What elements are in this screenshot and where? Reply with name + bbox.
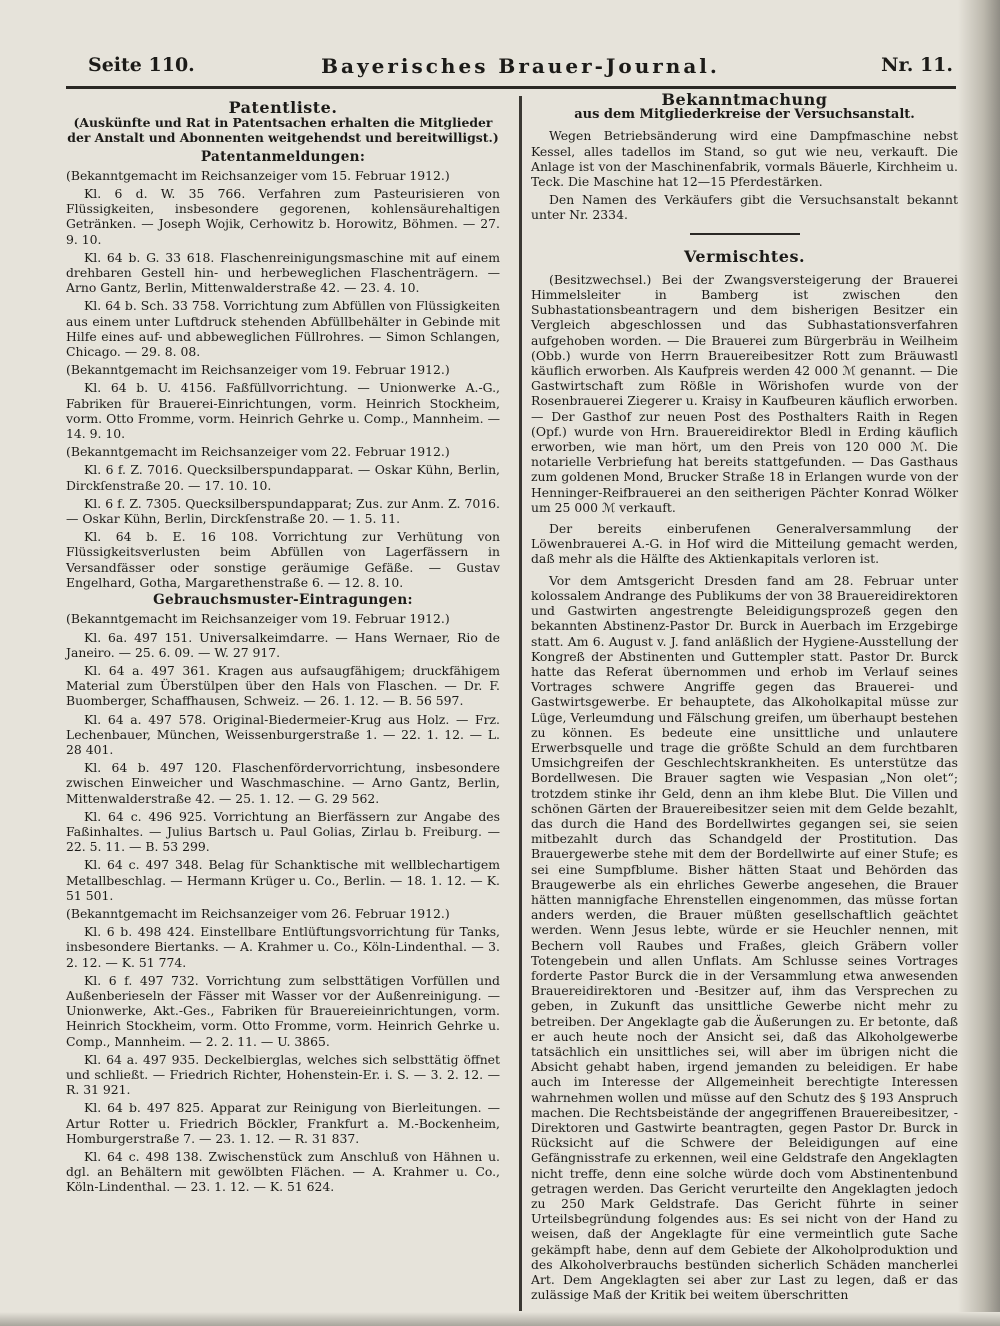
announcement-subheading: aus dem Mitgliederkreise der Versuchsanstalt.	[574, 107, 915, 123]
patent-entry: Kl. 64 b. G. 33 618. Flaschenreinigungsmaschine mit auf einem drehbaren Gestell hin- und herbeweglichen Flaschenträgern. — Arno Gantz, Berlin, Mittenwalderstraße 42. — 23. 4. 10.	[66, 249, 500, 296]
announcement-text: Wegen Betriebsänderung wird eine Dampfmaschine nebst Kessel, alles tadellos im Stand, so gut wie neu, verkauft. Die Anlage ist von der Maschinenfabrik, vormals Bäuerle, Kirchheim u. Teck. Die Maschine hat 12—15 Pferdestärken.	[531, 128, 958, 190]
patent-entry: Kl. 6 f. Z. 7305. Quecksilberspundapparat; Zus. zur Anm. Z. 7016. — Oskar Kühn, Berlin, Dirckſenstraße 20. — 1. 5. 11.	[66, 495, 500, 527]
journal-title: Bayerisches Brauer-Journal.	[321, 54, 720, 78]
utility-model-entry: Kl. 6a. 497 151. Universalkeimdarre. — Hans Wernaer, Rio de Janeiro. — 25. 6. 09. — W. 27 917.	[66, 629, 500, 660]
utility-model-entry: Kl. 6 f. 497 732. Vorrichtung zum selbsttätigen Vorfüllen und Außenberieseln der Fässer mit Wasser vor der Außenreinigung. — Unionwerke, Akt.-Ges., Fabriken für Brauereieinrichtungen, vorm. Heinrich Stockheim, vorm. Otto Fromme, vorm. Heinrich Gehrke u. Comp., Mannheim. — 2. 2. 11. — U. 3865.	[66, 972, 500, 1049]
announcement-text: Den Namen des Verkäufers gibt die Versuchsanstalt bekannt unter Nr. 2334.	[531, 192, 958, 223]
article-paragraph: Vor dem Amtsgericht Dresden fand am 28. Februar unter kolossalem Andrange des Publikums der von 38 Brauereidirektoren und Gastwirten angestrengte Beleidigungsprozeß gegen den bekannten Abstinenz-Pastor Dr. Burck in Auerbach im Erzgebirge statt. Am 6. August v. J. fand anläßlich der Hygiene-Ausstellung der Kongreß der Abstinenten und Guttempler statt. Pastor Dr. Burck hatte das Referat übernommen und erhob im Verlauf seines Vortrages schwere Angriffe gegen das Brauerei- und Gastwirtsgewerbe. Er behauptete, das Alkoholkapital müsse zur Lüge, Verleumdung und Fälschung greifen, um überhaupt bestehen zu können. Es bedeute eine unsittliche und unlautere Erwerbsquelle und trage die größte Schuld an dem furchtbaren Umsichgreifen der Geschlechtskrankheiten. Es unterstütze das Bordellwesen. Die Brauer sagten wie Vespasian „Non olet“; trotzdem stinke ihr Geld, denn an ihm klebe Blut. Die Villen und schönen Gärten der Brauereibesitzer seien mit dem Gelde bezahlt, das durch die Hand des Bordellwirtes gegangen sei, sie seien mitbezahlt durch das Schandgeld der Prostitution. Das Brauergewerbe stehe mit dem der Bordellwirte auf einer Stufe; es sei eine Sumpfblume. Bisher hätten Staat und Behörden das Braugewerbe als ein ehrliches Gewerbe angesehen, die Brauer hätten mannigfache Ehrenstellen eingenommen, das müsse fortan anders werden, die Brauer müßten gesellschaftlich geächtet werden. Wenn Jesus lebte, würde er sie Heuchler nennen, mit Bechern voll Raubes und Fraßes, gleich Gräbern voller Totengebein und allen Unflats. Am Schlusse seines Vortrages forderte Pastor Burck die in der Versammlung etwa anwesenden Brauereidirektoren und -Besitzer auf, ihm das Versprechen zu geben, in Zukunft das unsittliche Gewerbe nicht mehr zu betreiben. Der Angeklagte gab die Äußerungen zu. Er betonte, daß er auch heute noch der Ansicht sei, daß das Alkoholgewerbe tatsächlich ein unsittliches sei, will aber im übrigen nicht die Absicht gehabt haben, irgend jemanden zu beleidigen. Er habe auch im Interesse der Allgemeinheit berechtigte Interessen wahrnehmen wollen und müsse auf den Schutz des § 193 Anspruch machen. Die Rechtsbeistände der angegriffenen Brauereibesitzer, -Direktoren und Gastwirte beantragten, gegen Pastor Dr. Burck in Rücksicht auf die Schwere der Beleidigungen auf eine Gefängnisstrafe zu erkennen, weil eine Geldstrafe den Angeklagten nicht treffe, denn eine solche würde doch vom Abstinentenbund getragen werden. Das Gericht verurteilte den Angeklagten jedoch zu 250 Mark Geldstrafe. Das Gericht führte in seiner Urteilsbegründung folgendes aus: Es sei nicht von der Hand zu weisen, daß der Angeklagte für eine vermeintlich gute Sache gekämpft habe, denn auf dem Gebiete der Alkoholproduktion und des Alkoholverbrauchs bestünden sicherlich Schäden mancherlei Art. Dem Angeklagten sei aber zur Last zu legen, daß er das zulässige Maß der Kritik bei weitem überschritten	[531, 572, 958, 1303]
patent-list-note: (Auskünfte und Rat in Patentsachen erhalten die Mitglieder der Anstalt und Abonnenten weitgehendst und bereitwilligst.)	[67, 115, 499, 146]
issue-number: Nr. 11.	[881, 54, 953, 76]
utility-model-entry: Kl. 64 a. 497 935. Deckelbierglas, welches sich selbsttätig öffnet und schließt. — Friedrich Richter, Hohenstein-Er. i. S. — 3. 2. 12. — R. 31 921.	[66, 1051, 500, 1098]
running-header	[88, 54, 953, 88]
utility-model-entry: Kl. 64 a. 497 361. Kragen aus aufsaugfähigem; druckfähigem Material zum Überstülpen über den Hals von Flaschen. — Dr. F. Buomberger, Schaffhausen, Schweiz. — 26. 1. 12. — B. 56 597.	[66, 662, 500, 709]
utility-model-entry: Kl. 64 b. 497 825. Apparat zur Reinigung von Bierleitungen. — Artur Rotter u. Friedrich Böckler, Frankfurt a. M.-Bockenheim, Homburgerstraße 7. — 23. 1. 12. — R. 31 837.	[66, 1100, 500, 1146]
patent-entry: Kl. 6 d. W. 35 766. Verfahren zum Pasteurisieren von Flüssigkeiten, insbesondere gegorenen, kohlensäurehaltigen Getränken. — Joseph Wojik, Cerhowitz b. Horowitz, Böhmen. — 27. 9. 10.	[66, 186, 500, 247]
page-edge-shadow	[958, 0, 1000, 1326]
utility-models-heading: Gebrauchsmuster-Eintragungen:	[153, 592, 413, 609]
header-rule	[66, 86, 956, 89]
page-bottom-shadow	[0, 1312, 1000, 1326]
publication-note: (Bekanntgemacht im Reichsanzeiger vom 15. Februar 1912.)	[66, 167, 450, 183]
left-column	[66, 100, 500, 1198]
right-column	[531, 92, 958, 1305]
patent-entry: Kl. 6 f. Z. 7016. Quecksilberspundapparat. — Oskar Kühn, Berlin, Dirckſenstraße 20. — 17. 10. 10.	[66, 462, 500, 493]
article-paragraph: Der bereits einberufenen Generalversammlung der Löwenbrauerei A.-G. in Hof wird die Mitteilung gemacht werden, daß mehr als die Hälfte des Aktienkapitals verloren ist.	[531, 521, 958, 567]
patent-entry: Kl. 64 b. E. 16 108. Vorrichtung zur Verhütung von Flüssigkeitsverlusten beim Abfüllen von Lagerfässern in Versandfässer oder sonstige geräumige Gefäße. — Gustav Engelhard, Gotha, Margarethenstraße 6. — 12. 8. 10.	[66, 529, 500, 590]
utility-model-entry: Kl. 6 b. 498 424. Einstellbare Entlüftungsvorrichtung für Tanks, insbesondere Biertanks. — A. Krahmer u. Co., Köln-Lindenthal. — 3. 2. 12. — K. 51 774.	[66, 924, 500, 970]
patent-applications-heading: Patentanmeldungen:	[200, 148, 366, 165]
miscellaneous-heading: Vermischtes.	[683, 246, 806, 266]
publication-note: (Bekanntgemacht im Reichsanzeiger vom 19. Februar 1912.)	[66, 362, 450, 378]
utility-model-entry: Kl. 64 a. 497 578. Original-Biedermeier-Krug aus Holz. — Frz. Lechenbauer, München, Weissenburgerstraße 1. — 22. 1. 12. — L. 28 401.	[66, 711, 500, 757]
column-separator	[519, 96, 522, 1311]
publication-note: (Bekanntgemacht im Reichsanzeiger vom 22. Februar 1912.)	[66, 444, 450, 460]
announcement-heading: Bekanntmachung	[661, 90, 828, 109]
patent-entry: Kl. 64 b. U. 4156. Faßfüllvorrichtung. — Unionwerke A.-G., Fabriken für Brauerei-Einrichtungen, vorm. Heinrich Stockheim, vorm. Otto Fromme, vorm. Heinrich Gehrke u. Comp., Mannheim. — 14. 9. 10.	[66, 380, 500, 442]
patent-entry: Kl. 64 b. Sch. 33 758. Vorrichtung zum Abfüllen von Flüssigkeiten aus einem unter Luftdruck stehenden Abfüllbehälter in Gebinde mit Hilfe eines auf- und abbeweglichen Füllrohres. — Simon Schlangen, Chicago. — 29. 8. 08.	[66, 298, 500, 360]
utility-model-entry: Kl. 64 c. 498 138. Zwischenstück zum Anschluß von Hähnen u. dgl. an Behältern mit gewölbten Flächen. — A. Krahmer u. Co., Köln-Lindenthal. — 23. 1. 12. — K. 51 624.	[66, 1149, 500, 1195]
patent-list-heading: Patentliste.	[228, 98, 338, 117]
section-divider	[690, 233, 800, 235]
utility-model-entry: Kl. 64 c. 496 925. Vorrichtung an Bierfässern zur Angabe des Faßinhaltes. — Julius Bartsch u. Paul Golias, Zirlau b. Freiburg. — 22. 5. 11. — B. 53 299.	[66, 808, 500, 855]
page-number: Seite 110.	[88, 54, 195, 76]
publication-note: (Bekanntgemacht im Reichsanzeiger vom 26. Februar 1912.)	[66, 905, 450, 921]
article-paragraph: (Besitzwechsel.) Bei der Zwangsversteigerung der Brauerei Himmelsleiter in Bamberg ist zwischen den Subhastationsbeantragern und dem bisherigen Besitzer ein Vergleich abgeschlossen und das Subhastationsverfahren aufgehoben worden. — Die Brauerei zum Bürgerbräu in Weilheim (Obb.) wurde von Herrn Brauereibesitzer Rott zum Bräuwastl käuflich erworben. Als Kaufpreis werden 42 000 ℳ genannt. — Die Gastwirtschaft zum Rößle in Wörishofen wurde von der Rosenbrauerei Ziegerer u. Kraisy in Kaufbeuren käuflich erworben. — Der Gasthof zur neuen Post des Posthalters Raith in Regen (Opf.) wurde von Hrn. Brauereidirektor Bledl in Erding käuflich erworben, wie man hört, um den Preis von 120 000 ℳ. Die notarielle Verbriefung hat bereits stattgefunden. — Das Gasthaus zum goldenen Mond, Brucker Straße 18 in Erlangen wurde von der Henninger-Reifbrauerei an den seitherigen Pächter Konrad Wölker um 25 000 ℳ verkauft.	[531, 271, 958, 515]
utility-model-entry: Kl. 64 c. 497 348. Belag für Schanktische mit wellblechartigem Metallbeschlag. — Hermann Krüger u. Co., Berlin. — 18. 1. 12. — K. 51 501.	[66, 857, 500, 903]
publication-note: (Bekanntgemacht im Reichsanzeiger vom 19. Februar 1912.)	[66, 611, 450, 627]
utility-model-entry: Kl. 64 b. 497 120. Flaschenfördervorrichtung, insbesondere zwischen Einweicher und Waschmaschine. — Arno Gantz, Berlin, Mittenwalderstraße 42. — 25. 1. 12. — G. 29 562.	[66, 760, 500, 806]
